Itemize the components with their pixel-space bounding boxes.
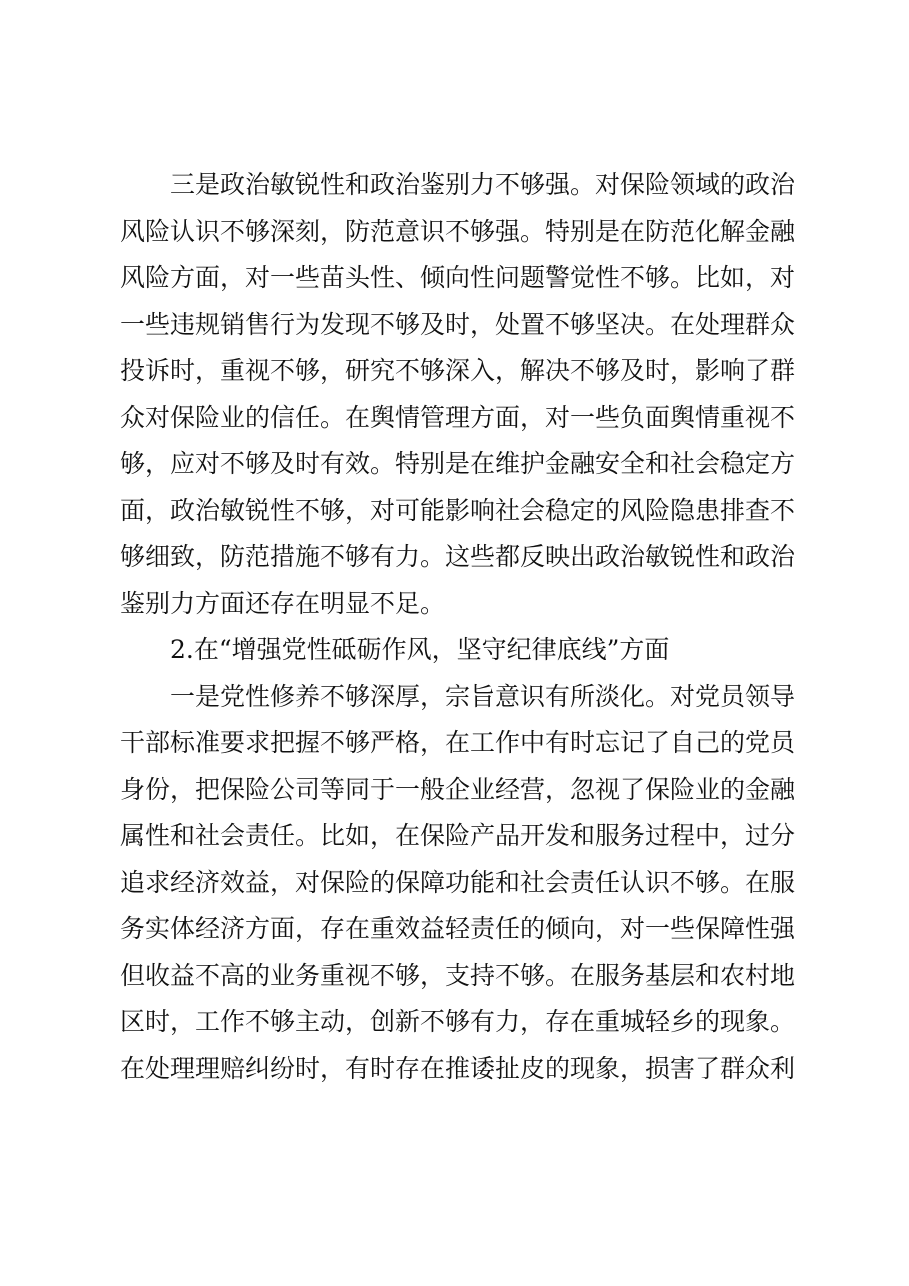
paragraph-line: 务实体经济方面，存在重效益轻责任的倾向，对一些保障性强 <box>120 914 796 943</box>
paragraph-line: 鉴别力方面还存在明显不足。 <box>120 588 446 618</box>
paragraph-line: 够，应对不够及时有效。特别是在维护金融安全和社会稳定方 <box>120 449 796 478</box>
paragraph-line: 一些违规销售行为发现不够及时，处置不够坚决。在处理群众 <box>120 309 796 339</box>
paragraph-line: 面，政治敏锐性不够，对可能影响社会稳定的风险隐患排查不 <box>120 495 796 525</box>
paragraph-line: 但收益不高的业务重视不够，支持不够。在服务基层和农村地 <box>120 960 796 990</box>
paragraph-line: 身份，把保险公司等同于一般企业经营，忽视了保险业的金融 <box>120 774 796 804</box>
paragraph-line: 追求经济效益，对保险的保障功能和社会责任认识不够。在服 <box>120 867 796 897</box>
paragraph-line: 风险方面，对一些苗头性、倾向性问题警觉性不够。比如，对 <box>120 263 796 292</box>
paragraph-line: 属性和社会责任。比如，在保险产品开发和服务过程中，过分 <box>120 821 796 850</box>
section-heading: 2.在“增强党性砥砺作风，坚守纪律底线”方面 <box>170 635 670 664</box>
paragraph-line: 三是政治敏锐性和政治鉴别力不够强。对保险领域的政治 <box>170 170 796 199</box>
paragraph-line: 够细致，防范措施不够有力。这些都反映出政治敏锐性和政治 <box>120 542 796 571</box>
paragraph-line: 风险认识不够深刻，防范意识不够强。特别是在防范化解金融 <box>120 216 796 246</box>
paragraph-line: 在处理理赔纠纷时，有时存在推诿扯皮的现象，损害了群众利 <box>120 1053 796 1083</box>
paragraph-line: 一是党性修养不够深厚，宗旨意识有所淡化。对党员领导 <box>170 681 796 711</box>
paragraph-line: 区时，工作不够主动，创新不够有力，存在重城轻乡的现象。 <box>120 1007 796 1036</box>
paragraph-line: 干部标准要求把握不够严格，在工作中有时忘记了自己的党员 <box>120 728 796 757</box>
document-body <box>120 162 796 1092</box>
paragraph-line: 投诉时，重视不够，研究不够深入，解决不够及时，影响了群 <box>120 356 796 385</box>
paragraph-line: 众对保险业的信任。在舆情管理方面，对一些负面舆情重视不 <box>120 402 796 432</box>
